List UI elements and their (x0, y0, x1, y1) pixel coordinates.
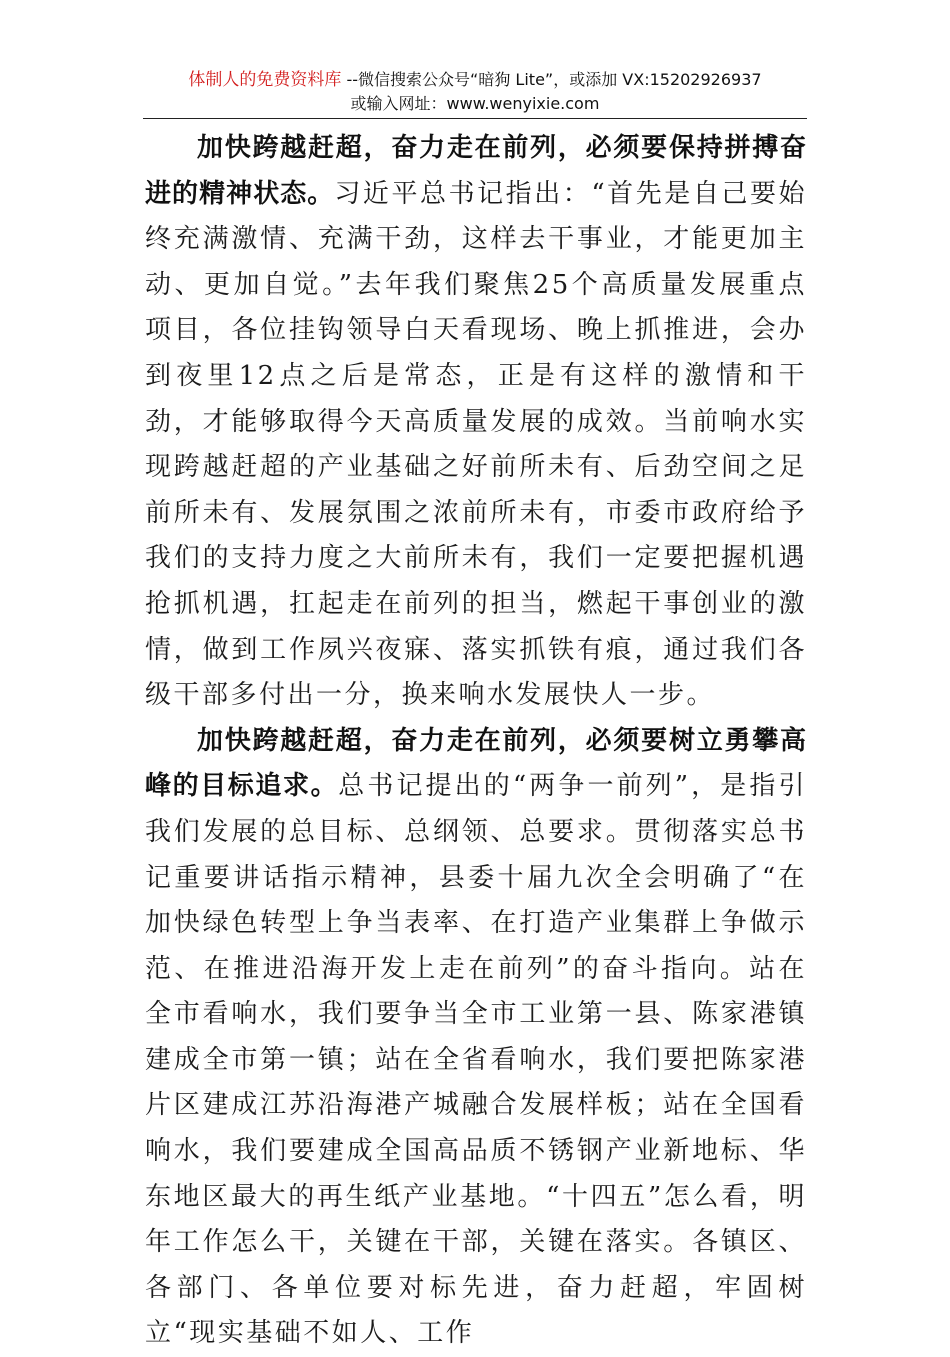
paragraph-1-lead: 加快跨越赶超，奋力走在前列，必须要保持拼搏奋进的精神状态。 (145, 133, 807, 209)
header-contact-text: --微信搜索公众号“暗狗 Lite”，或添加 VX:15202926937 (341, 70, 762, 89)
document-body (145, 126, 807, 1357)
header-library-name: 体制人的免费资料库 (188, 70, 342, 90)
paragraph-2-lead: 加快跨越赶超，奋力走在前列，必须要树立勇攀高峰的目标追求。 (145, 725, 807, 802)
header-divider (143, 118, 807, 119)
paragraph-1 (145, 126, 807, 719)
paragraph-2-text: 总书记提出的“两争一前列”，是指引我们发展的总目标、总纲领、总要求。贯彻落实总书记重要讲话指示精神，县委十届九次全会明确了“在加快绿色转型上争当表率、在打造产业集群上争做示范、在推进沿海开发上走在前列”的奋斗指向。站在全市看响水，我们要争当全市工业第一县、陈家港镇建成全市第一镇；站在全省看响水，我们要把陈家港片区建成江苏沿海港产城融合发展样板；站在全国看响水，我们要建成全国高品质不锈钢产业新地标、华东地区最大的再生纸产业基地。“十四五”怎么看，明年工作怎么干，关键在干部，关键在落实。各镇区、各部门、各单位要对标先进，奋力赶超，牢固树立“现实基础不如人、工作 (145, 771, 807, 1349)
page-header (143, 68, 807, 116)
paragraph-2 (145, 719, 807, 1357)
header-line-1 (143, 68, 807, 92)
paragraph-1-text: 习近平总书记指出：“首先是自己要始终充满激情、充满干劲，这样去干事业，才能更加主动、更加自觉。”去年我们聚焦25个高质量发展重点项目，各位挂钩领导白天看现场、晚上抓推进，会办到夜里12点之后是常态，正是有这样的激情和干劲，才能够取得今天高质量发展的成效。当前响水实现跨越赶超的产业基础之好前所未有、后劲空间之足前所未有、发展氛围之浓前所未有，市委市政府给予我们的支持力度之大前所未有，我们一定要把握机遇抢抓机遇，扛起走在前列的担当，燃起干事创业的激情，做到工作夙兴夜寐、落实抓铁有痕，通过我们各级干部多付出一分，换来响水发展快人一步。 (145, 178, 807, 711)
header-website-text: 或输入网址：www.wenyixie.com (350, 94, 600, 113)
